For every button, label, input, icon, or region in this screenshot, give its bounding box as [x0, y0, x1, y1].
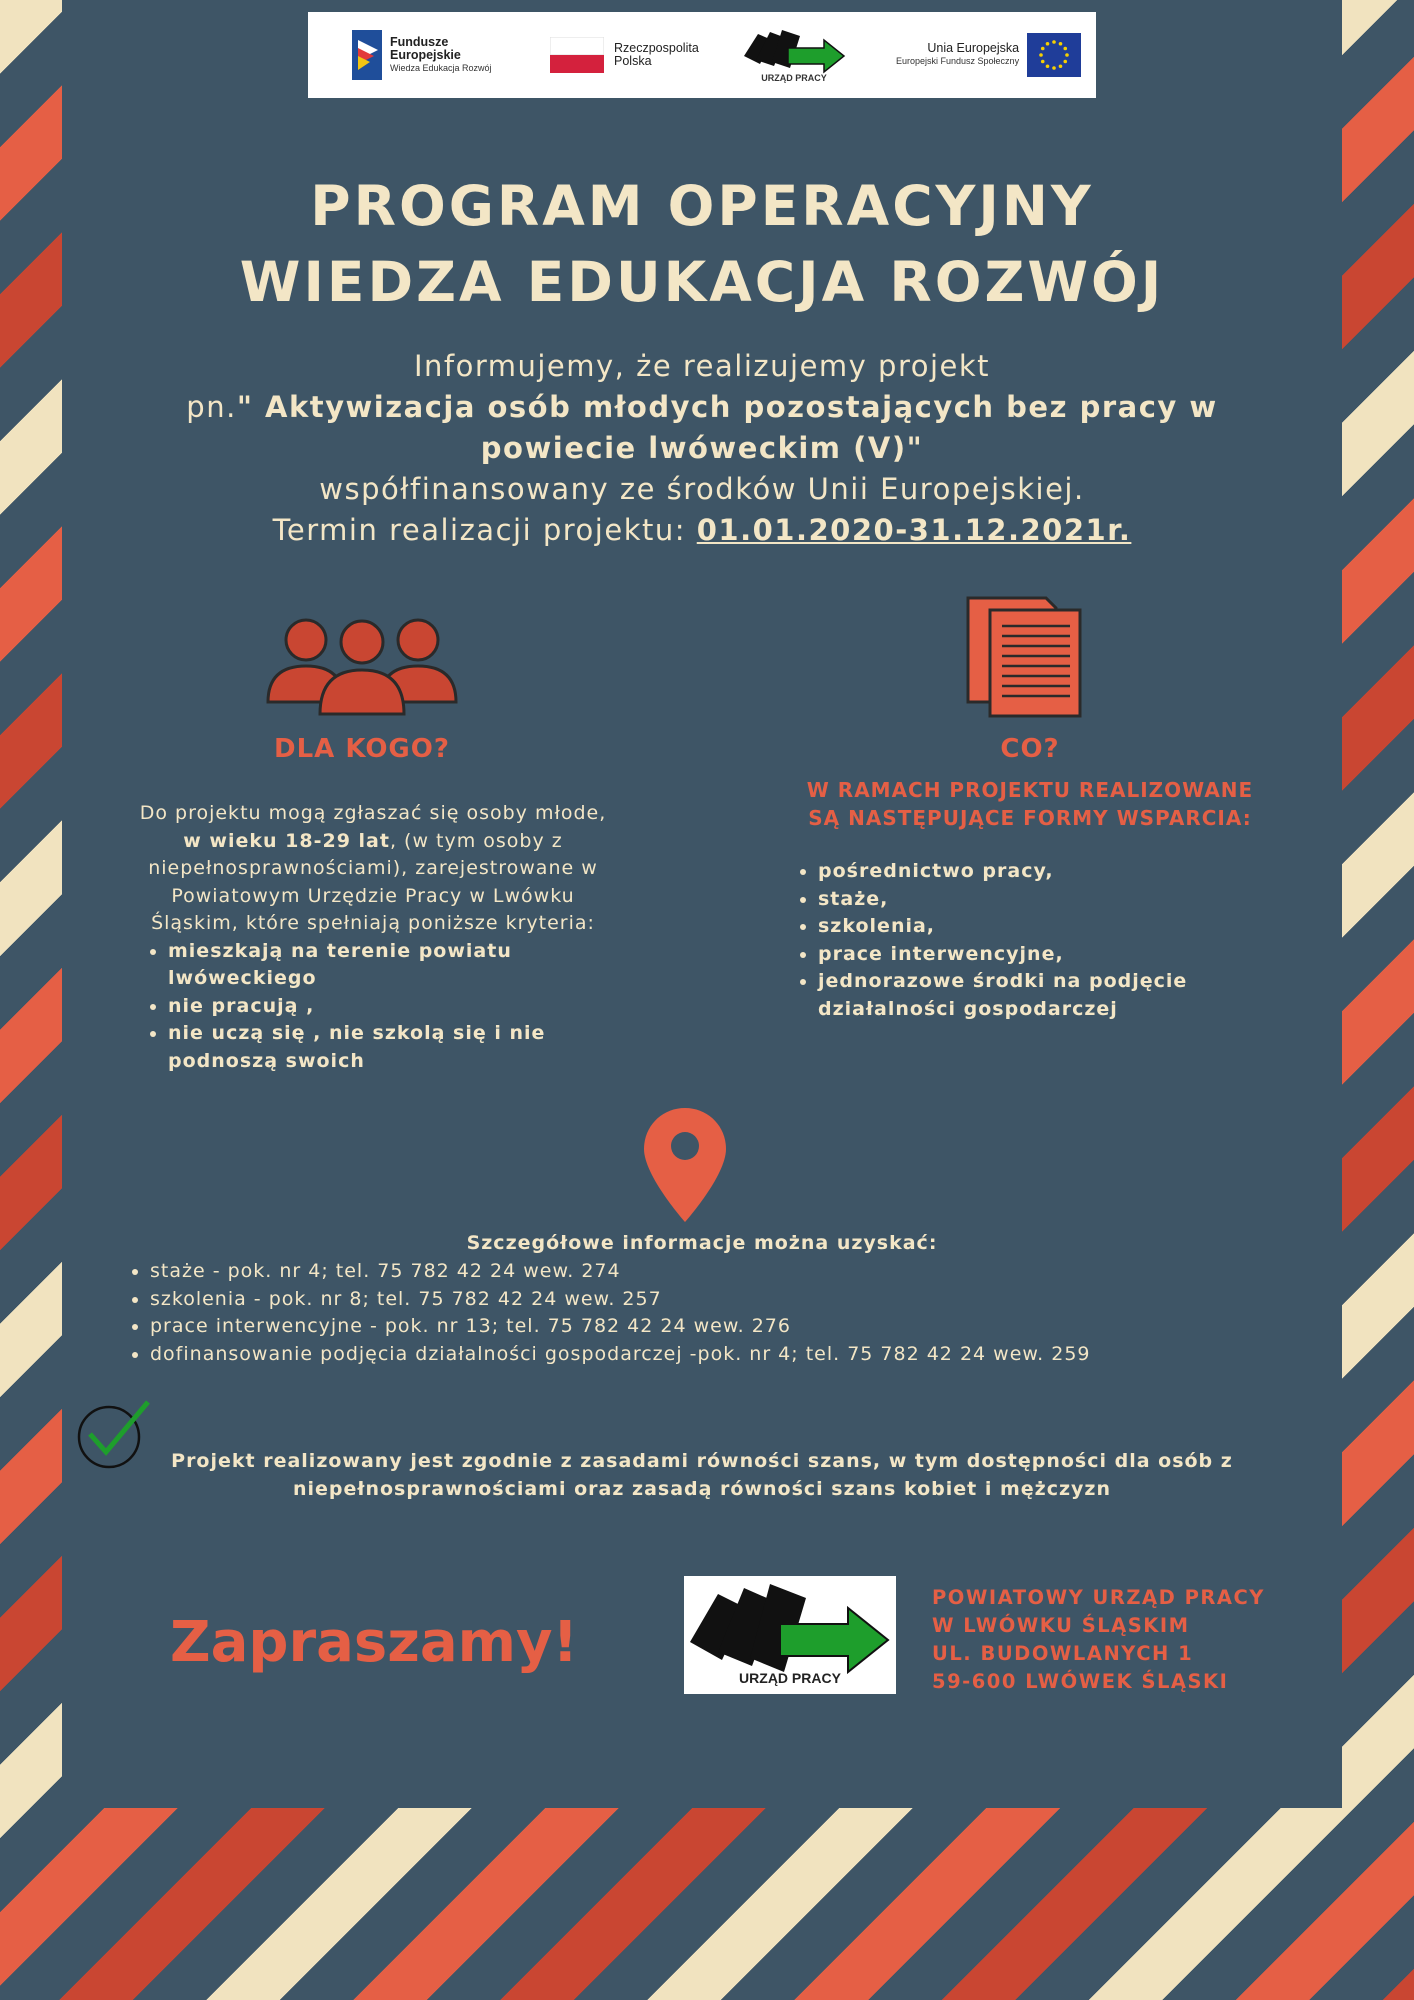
fe-line3: Wiedza Edukacja Rozwój — [390, 62, 492, 73]
eu-star-icon — [1046, 64, 1050, 68]
eu-star-icon — [1052, 66, 1056, 70]
form-item: • jednorazowe środki na podjęcie działalności gospodarczej — [818, 968, 1250, 1023]
fe-line1: Fundusze — [390, 34, 449, 49]
intro-line1: Informujemy, że realizujemy projekt — [413, 349, 991, 383]
title-line2: WIEDZA EDUKACJA ROZWÓJ — [239, 250, 1165, 314]
contact-item: • dofinansowanie podjęcia działalności gospodarczej -pok. nr 4; tel. 75 782 42 24 wew. 259 — [150, 1341, 1302, 1369]
criteria-item: • nie pracują , — [168, 993, 618, 1021]
up-large-label: URZĄD PRACY — [739, 1670, 841, 1686]
equality-line1: Projekt realizowany jest zgodnie z zasadami równości szans, w tym dostępności dla osób z — [171, 1450, 1233, 1472]
who-text-part1: Do projektu mogą zgłaszać się osoby młode, — [139, 802, 607, 824]
who-text — [128, 800, 618, 1075]
ue-line1: Unia Europejska — [927, 41, 1020, 55]
eu-flag-icon — [1027, 33, 1081, 77]
form-item: • staże, — [818, 886, 1250, 914]
who-heading: DLA KOGO? — [274, 734, 450, 764]
address-line: POWIATOWY URZĄD PRACY — [932, 1586, 1265, 1609]
intro-cofinance: współfinansowany ze środków Unii Europejskiej. — [319, 472, 1085, 506]
form-item: • prace interwencyjne, — [818, 941, 1250, 969]
who-criteria-list — [140, 938, 618, 1076]
people-icon — [266, 616, 458, 716]
unia-europejska-logo — [896, 12, 1081, 98]
project-name-2: powiecie lwóweckim (V)" — [480, 431, 924, 465]
address-line: W LWÓWKU ŚLĄSKIM — [932, 1614, 1190, 1637]
form-item: • pośrednictwo pracy, — [818, 858, 1250, 886]
program-title — [62, 168, 1342, 320]
intro-prefix: pn. — [186, 390, 237, 424]
documents-icon — [966, 596, 1084, 718]
term-value: 01.01.2020-31.12.2021r. — [696, 513, 1132, 547]
criteria-item: • mieszkają na terenie powiatu lwóweckiego — [168, 938, 618, 993]
what-forms — [790, 858, 1250, 1023]
contact-item: • szkolenia - pok. nr 8; tel. 75 782 42 24 wew. 257 — [150, 1286, 1302, 1314]
what-heading: CO? — [1000, 734, 1060, 764]
rp-line2: Polska — [614, 54, 652, 68]
address-line: 59-600 LWÓWEK ŚLĄSKI — [932, 1670, 1229, 1693]
eu-star-icon — [1052, 40, 1056, 44]
eu-star-icon — [1059, 64, 1063, 68]
forms-list — [790, 858, 1250, 1023]
rzeczpospolita-logo — [550, 12, 699, 98]
what-subheading-2: SĄ NASTĘPUJĄCE FORMY WSPARCIA: — [808, 806, 1252, 830]
who-text-part2: , (w tym osoby z niepełnosprawnościami), zarejestrowane w Powiatowym Urzędzie Pracy w Lwówku Śląskim, które spełniają poniższe kryteria: — [148, 829, 598, 934]
ue-line2: Europejski Fundusz Społeczny — [896, 56, 1020, 66]
what-subheading — [770, 776, 1290, 832]
contact-item: • staże - pok. nr 4; tel. 75 782 42 24 wew. 274 — [150, 1258, 1302, 1286]
invite-text: Zapraszamy! — [170, 1610, 578, 1675]
eu-star-icon — [1064, 47, 1068, 51]
eu-star-icon — [1064, 60, 1068, 64]
criteria-item: • nie uczą się , nie szkolą się i nie podnoszą swoich — [168, 1020, 618, 1075]
urzad-pracy-emblem-icon — [742, 26, 846, 78]
form-item: • szkolenia, — [818, 913, 1250, 941]
eu-star-icon — [1041, 47, 1045, 51]
eu-star-icon — [1039, 53, 1043, 57]
project-name-1: " Aktywizacja osób młodych pozostających bez pracy w — [236, 390, 1218, 424]
contact-heading: Szczegółowe informacje można uzyskać: — [466, 1232, 938, 1254]
who-paragraph — [128, 800, 618, 938]
title-line1: PROGRAM OPERACYJNY — [310, 174, 1094, 238]
urzad-pracy-logo-small — [742, 12, 846, 98]
eu-star-icon — [1065, 53, 1069, 57]
contact-item: • prace interwencyjne - pok. nr 13; tel. 75 782 42 24 wew. 276 — [150, 1313, 1302, 1341]
eu-star-icon — [1046, 42, 1050, 46]
fe-emblem-icon — [352, 30, 382, 80]
eu-star-icon — [1041, 60, 1045, 64]
eu-star-icon — [1059, 42, 1063, 46]
equality-line2: niepełnosprawnościami oraz zasadą równości szans kobiet i mężczyzn — [292, 1477, 1111, 1500]
rp-line1: Rzeczpospolita — [614, 41, 699, 55]
equality-text — [62, 1448, 1342, 1503]
location-pin-icon — [642, 1106, 728, 1224]
intro-block — [62, 346, 1342, 551]
address-block — [932, 1584, 1265, 1696]
polish-flag-icon — [550, 37, 604, 73]
what-subheading-1: W RAMACH PROJEKTU REALIZOWANE — [806, 778, 1254, 802]
logo-bar — [308, 12, 1096, 98]
who-age: w wieku 18-29 lat — [183, 829, 390, 852]
address-line: UL. BUDOWLANYCH 1 — [932, 1642, 1194, 1665]
fundusze-europejskie-logo — [352, 12, 492, 98]
up-small-label: URZĄD PRACY — [761, 72, 827, 83]
term-label: Termin realizacji projektu: — [272, 513, 697, 547]
intro-term — [62, 510, 1342, 551]
fe-line2: Europejskie — [390, 47, 461, 62]
intro-project-line — [62, 387, 1342, 428]
contact-list — [122, 1258, 1302, 1368]
urzad-pracy-logo — [684, 1576, 896, 1694]
contact-list-wrap — [122, 1258, 1302, 1368]
